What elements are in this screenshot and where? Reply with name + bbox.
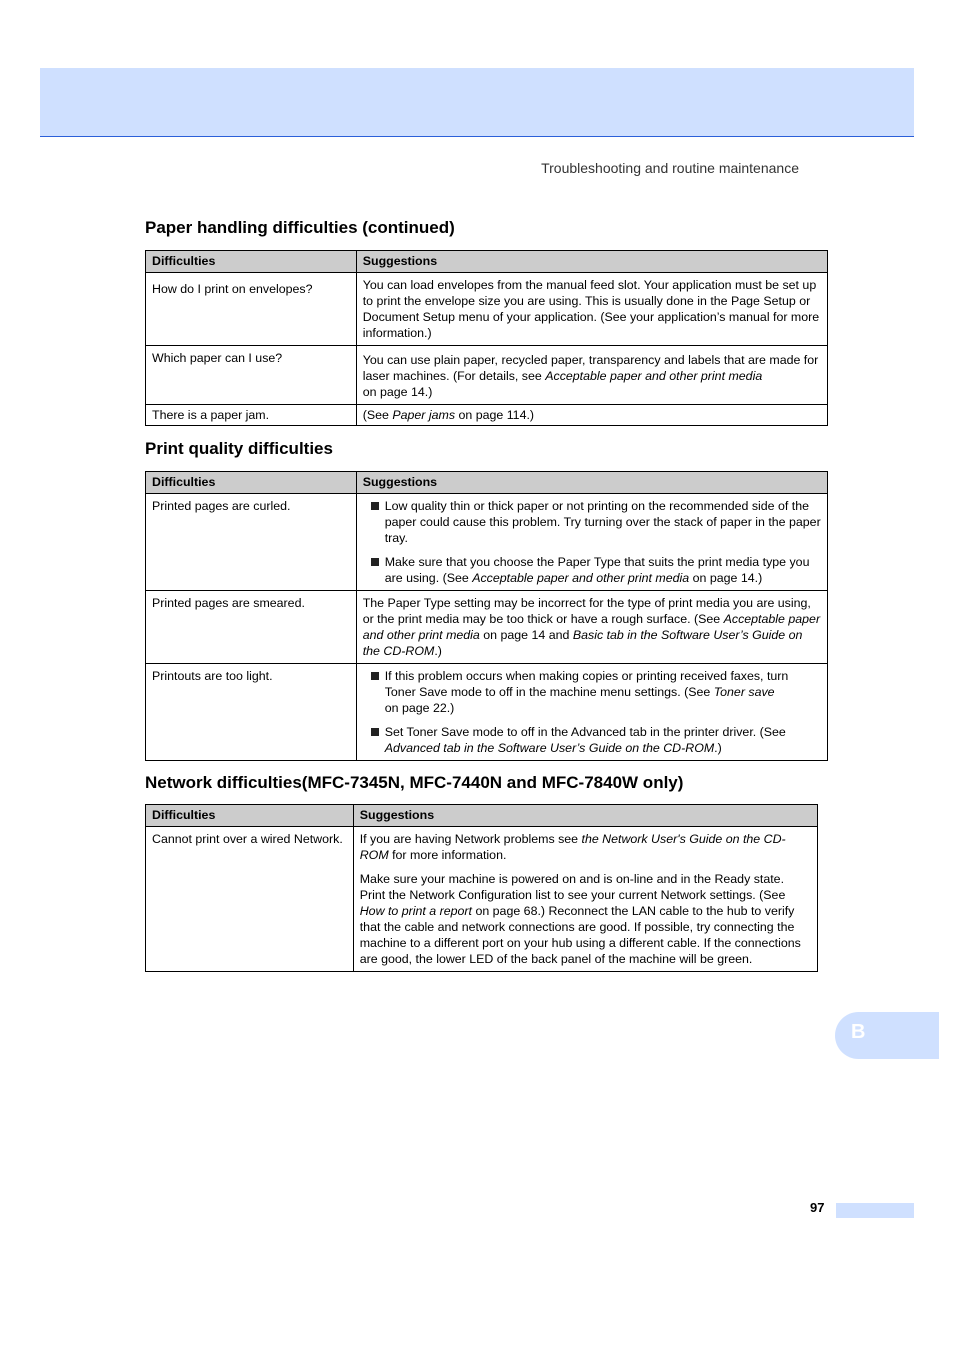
suggestion-cell [356,494,827,591]
cross-reference: Acceptable paper and other print media [545,369,763,383]
footer-bar [836,1203,914,1218]
column-header-suggestions: Suggestions [356,472,827,494]
suggestion-list [363,668,821,756]
suggestion-paragraph [360,831,811,863]
table-header-row [146,472,828,494]
suggestion-text: on page 14.) [689,571,763,585]
suggestion-text: If this problem occurs when making copies or printing received faxes, turn Toner Save mode to off in the machine menu settings. (See [384,669,789,699]
suggestion-cell [356,664,827,761]
suggestion-text: Make sure that you choose the Paper Type that suits the print media type you are using. (See [384,555,810,585]
suggestion-cell: You can load envelopes from the manual feed slot. Your application must be set up to print the envelope size you are using. This is usually done in the Page Setup or Document Setup menu of your application. (See your application’s manual for more information.) [356,273,827,346]
bullet-square-icon [371,728,379,736]
bullet-square-icon [371,558,379,566]
suggestion-cell [356,346,827,405]
table-row [146,591,828,664]
table-row [146,494,828,591]
cross-reference: Advanced tab in the Software User’s Guide on the CD-ROM [384,741,715,755]
suggestion-cell [353,827,817,972]
suggestion-text: If you are having Network problems see [359,832,582,846]
bullet-square-icon [371,502,379,510]
paper-handling-table [145,250,828,426]
network-table [145,804,818,972]
cross-reference: the Network User's Guide on the CD-ROM [359,832,786,862]
suggestion-text: .) [434,644,442,658]
column-header-difficulties: Difficulties [146,472,357,494]
difficulty-cell: Printed pages are curled. [146,494,357,591]
column-header-difficulties: Difficulties [146,251,357,273]
table-header-row [146,805,818,827]
page-number: 97 [810,1200,825,1215]
suggestion-cell [356,405,827,426]
difficulty-cell: There is a paper jam. [146,405,357,426]
table-row [146,273,828,346]
suggestion-text: You can use plain paper, recycled paper, transparency and labels that are made for laser machines. (For details, see [362,353,819,383]
difficulty-cell: Which paper can I use? [146,346,357,405]
list-item [363,498,821,546]
cross-reference: Acceptable paper and other print media [472,571,690,585]
cross-reference: Acceptable paper and other print media [362,612,821,642]
column-header-suggestions: Suggestions [353,805,817,827]
print-quality-table [145,471,828,761]
suggestion-text: The Paper Type setting may be incorrect for the type of print media you are using, or the print media may be too thick or have a rough surface. (See [362,596,811,626]
suggestion-text: for more information. [388,848,507,862]
difficulty-cell: Printed pages are smeared. [146,591,357,664]
section-title-network: Network difficulties(MFC-7345N, MFC-7440N and MFC-7840W only) [145,773,684,792]
suggestion-text: Low quality thin or thick paper or not printing on the recommended side of the paper could cause this problem. Try turning over the stack of paper in the paper tray. [384,499,821,545]
header-band [40,68,914,137]
suggestion-text: on page 22.) [384,701,455,715]
list-item [363,554,821,586]
appendix-tab-label: B [851,1021,866,1043]
suggestion-paragraph [360,871,811,967]
suggestion-text: Make sure your machine is powered on and is on-line and in the Ready state. Print the Network Configuration list to see your current Network settings. (See [359,872,786,902]
table-row [146,346,828,405]
section-title-print-quality: Print quality difficulties [145,439,333,458]
cross-reference: How to print a report [359,904,472,918]
table-header-row [146,251,828,273]
section-title-paper-handling: Paper handling difficulties (continued) [145,218,455,237]
suggestion-text: .) [714,741,722,755]
suggestion-text: on page 14.) [362,385,433,399]
table-row [146,405,828,426]
suggestion-text: on page 68.) Reconnect the LAN cable to the hub to verify that the cable and network connections are good. If possible, try connecting the machine to a different port on your hub using a different cable. If the connections are good, the lower LED of the back panel of the machine will be green. [359,904,801,966]
suggestion-text: on page 114.) [455,408,535,422]
running-header: Troubleshooting and routine maintenance [541,160,799,176]
suggestion-text: (See [362,408,393,422]
cross-reference: Basic tab in the Software User’s Guide on the CD-ROM [362,628,803,658]
list-item [363,724,821,756]
difficulty-cell: Cannot print over a wired Network. [146,827,354,972]
suggestion-list [363,498,821,586]
bullet-square-icon [371,672,379,680]
cross-reference: Paper jams [392,408,456,422]
table-row [146,664,828,761]
appendix-tab [835,1012,939,1059]
list-item [363,668,821,716]
suggestion-text: Set Toner Save mode to off in the Advanced tab in the printer driver. (See [384,725,786,739]
table-row [146,827,818,972]
difficulty-cell: Printouts are too light. [146,664,357,761]
difficulty-cell: How do I print on envelopes? [146,273,357,346]
column-header-difficulties: Difficulties [146,805,354,827]
suggestion-cell [356,591,827,664]
cross-reference: Toner save [713,685,775,699]
column-header-suggestions: Suggestions [356,251,827,273]
suggestion-text: on page 14 and [479,628,573,642]
